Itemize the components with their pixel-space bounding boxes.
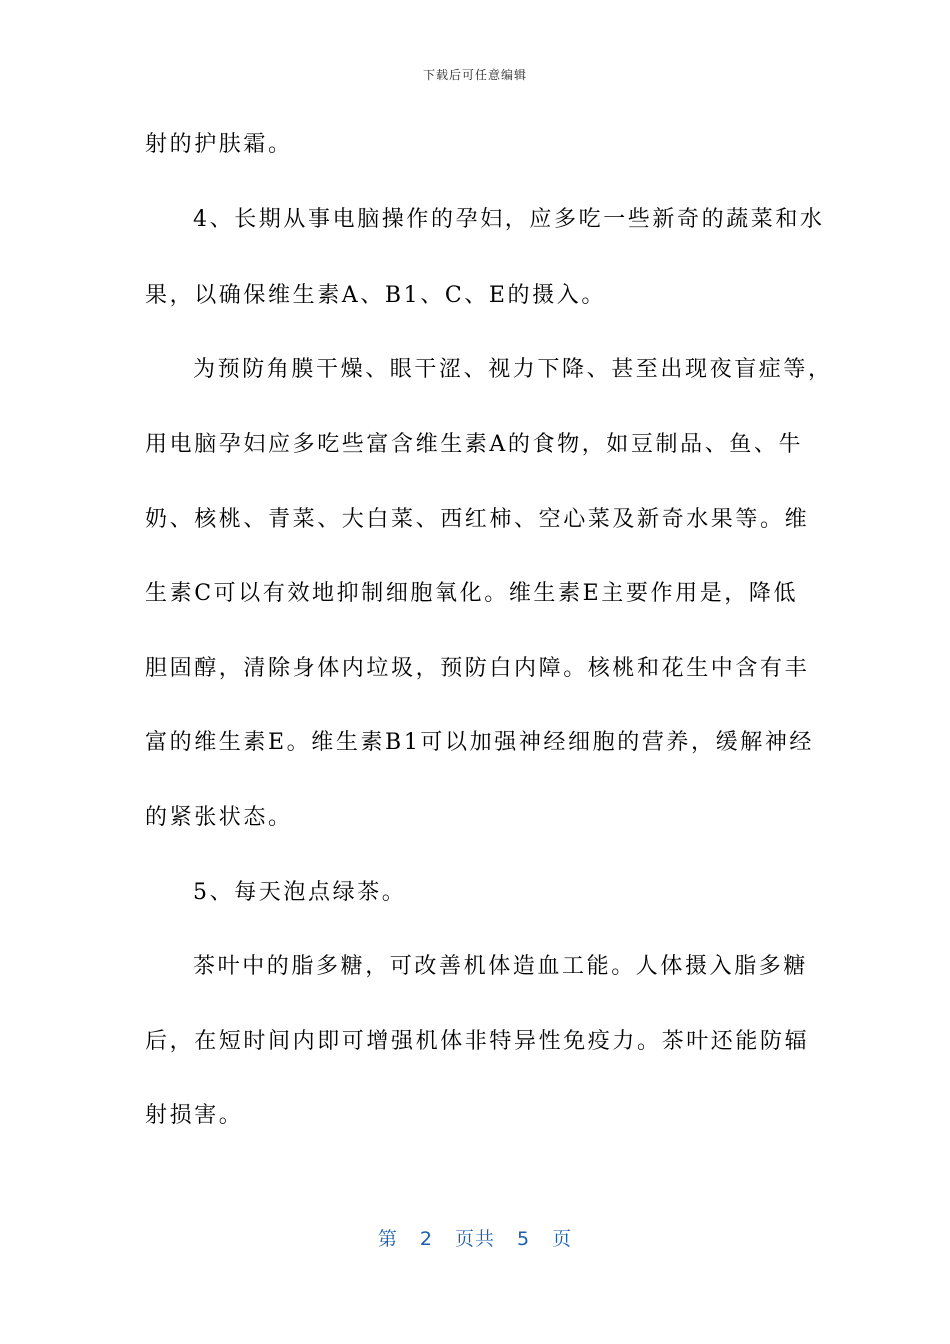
text-line: 生素C可以有效地抑制细胞氧化。维生素E主要作用是，降低 bbox=[145, 581, 799, 606]
text-line: 为预防角膜干燥、眼干涩、视力下降、甚至出现夜盲症等， bbox=[193, 357, 833, 382]
text-line: 射损害。 bbox=[145, 1103, 244, 1128]
text-line: 4、长期从事电脑操作的孕妇，应多吃一些新奇的蔬菜和水 bbox=[193, 207, 825, 232]
total-pages-number: 5 bbox=[517, 1228, 531, 1250]
text-line: 射的护肤霜。 bbox=[145, 132, 293, 157]
text-line: 果，以确保维生素A、B1、C、E的摄入。 bbox=[145, 283, 606, 308]
text-line: 胆固醇，清除身体内垃圾，预防白内障。核桃和花生中含有丰 bbox=[145, 656, 810, 681]
page-number-footer bbox=[0, 1224, 950, 1251]
footer-middle: 页共 bbox=[454, 1228, 495, 1250]
text-line: 奶、核桃、青菜、大白菜、西红柿、空心菜及新奇水果等。维 bbox=[145, 507, 810, 532]
footer-prefix: 第 bbox=[377, 1228, 398, 1250]
footer-suffix: 页 bbox=[552, 1228, 573, 1250]
text-line: 5、每天泡点绿茶。 bbox=[193, 880, 407, 905]
header-note: 下载后可任意编辑 bbox=[422, 68, 527, 82]
text-line: 的紧张状态。 bbox=[145, 805, 293, 830]
text-line: 后，在短时间内即可增强机体非特异性免疫力。茶叶还能防辐 bbox=[145, 1029, 810, 1054]
text-line: 茶叶中的脂多糖，可改善机体造血工能。人体摄入脂多糖 bbox=[193, 954, 809, 979]
text-line: 用电脑孕妇应多吃些富含维生素A的食物，如豆制品、鱼、牛 bbox=[145, 432, 804, 457]
current-page-number: 2 bbox=[419, 1228, 433, 1250]
text-line: 富的维生素E。维生素B1可以加强神经细胞的营养，缓解神经 bbox=[145, 730, 815, 755]
